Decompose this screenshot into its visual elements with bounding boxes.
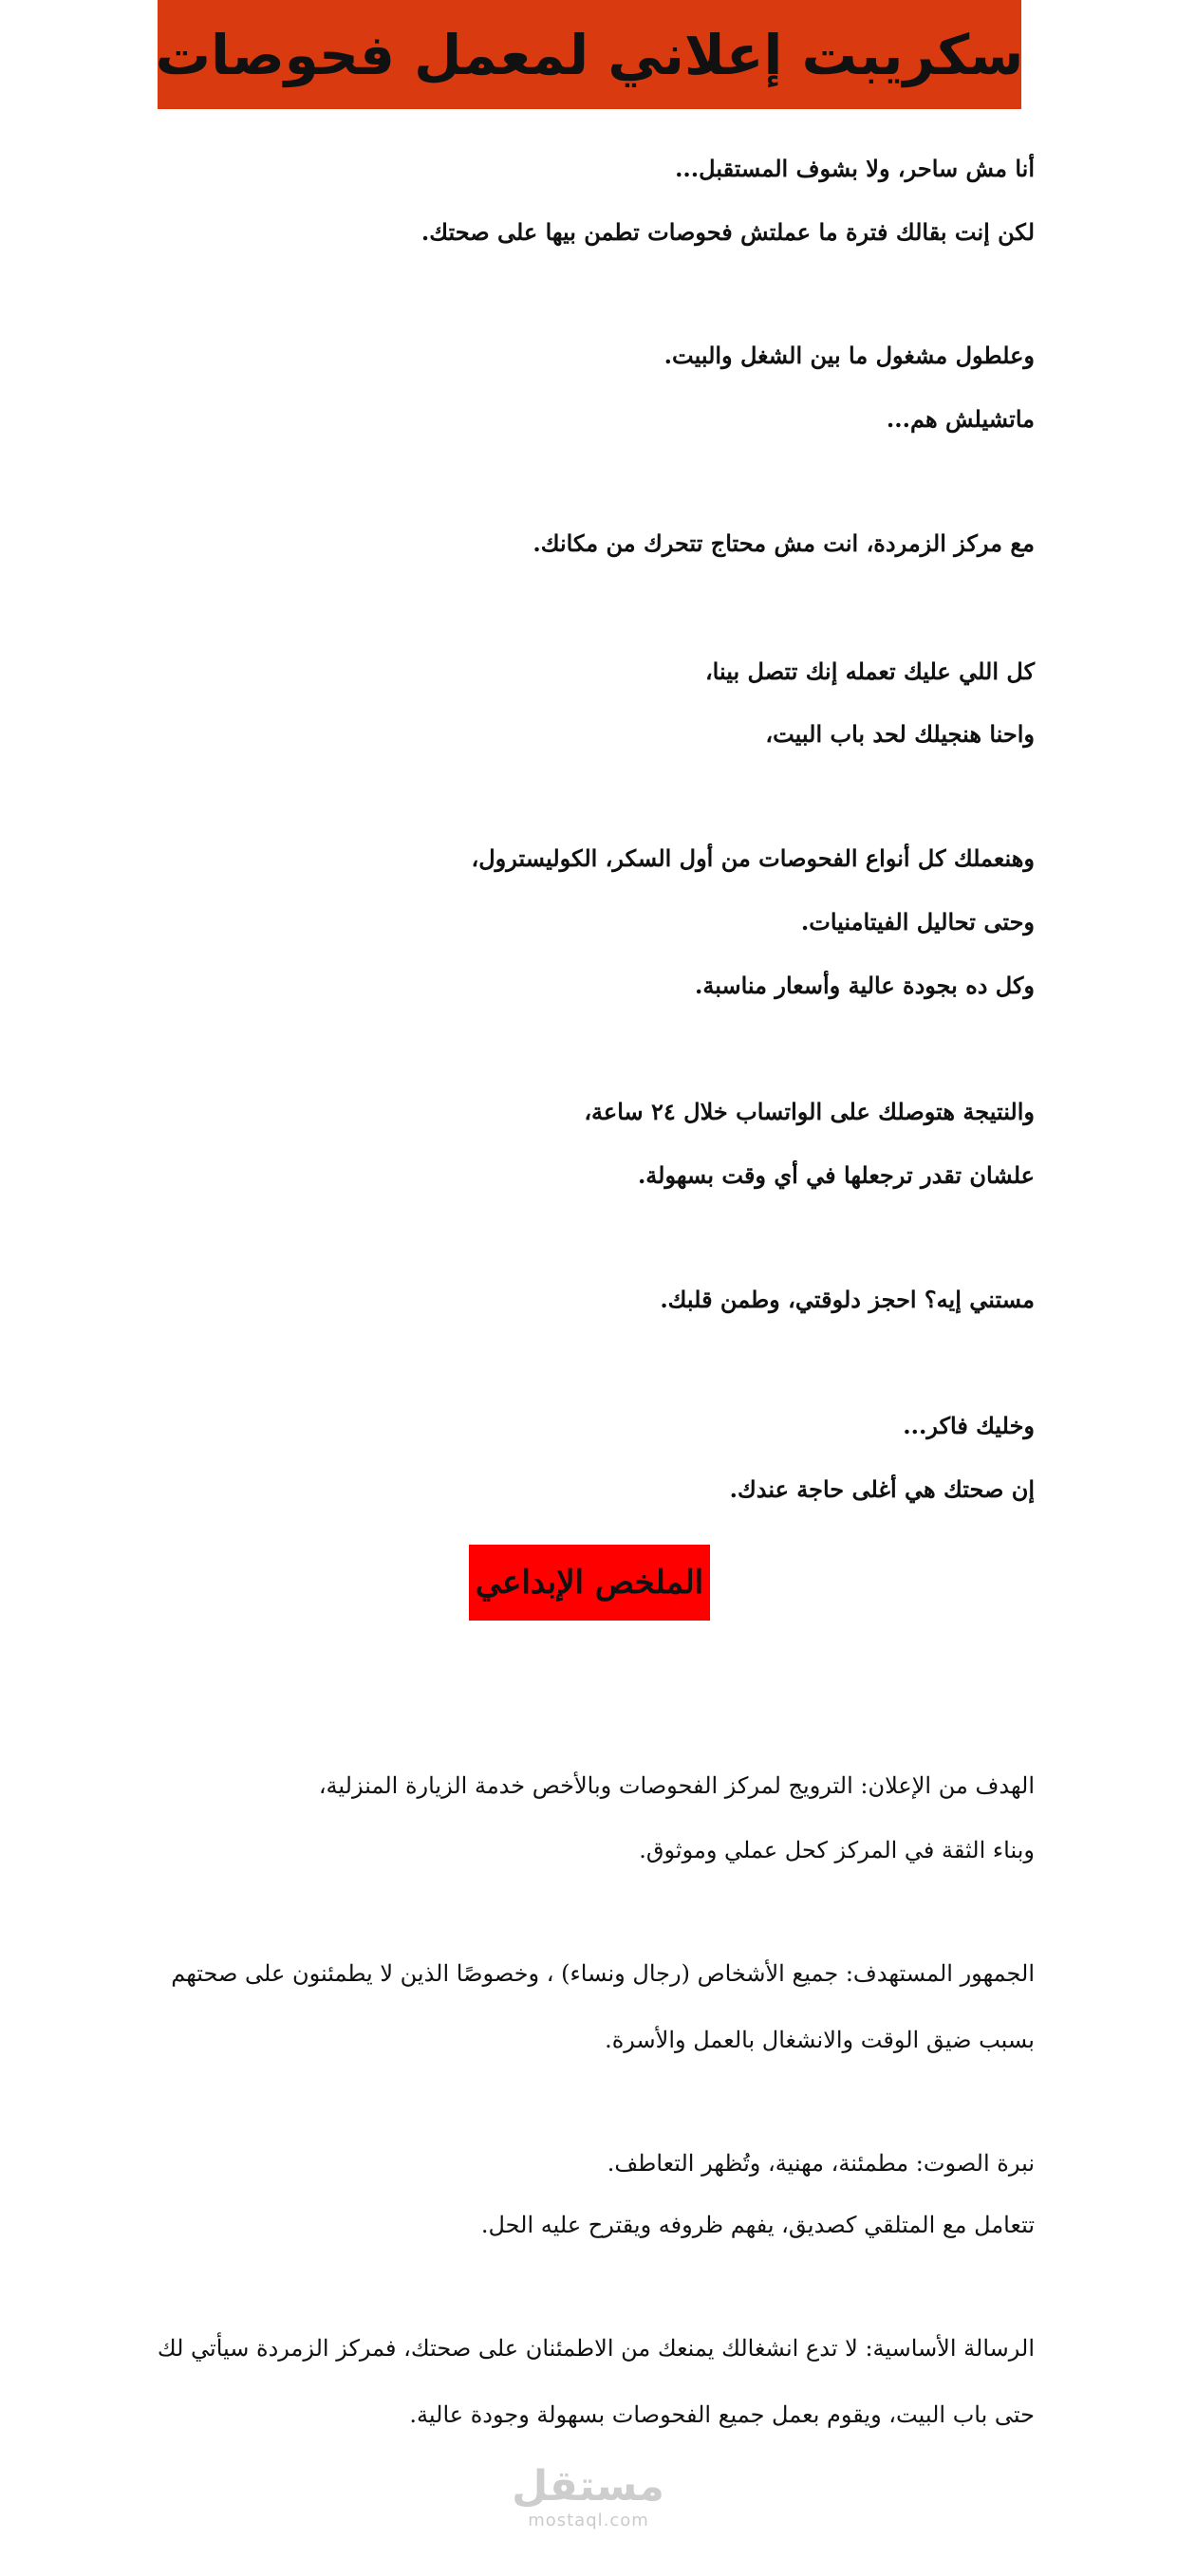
summary-line: الهدف من الإعلان: الترويج لمركز الفحوصات وبالأخص خدمة الزيارة المنزلية،	[318, 1772, 1035, 1799]
summary-line: نبرة الصوت: مطمئنة، مهنية، وتُظهر التعاطف.	[607, 2150, 1035, 2177]
script-line: وحتى تحاليل الفيتامنيات.	[800, 908, 1035, 936]
script-line: علشان تقدر ترجعلها في أي وقت بسهولة.	[637, 1161, 1035, 1189]
summary-line: وبناء الثقة في المركز كحل عملي وموثوق.	[639, 1837, 1035, 1863]
script-line: وكل ده بجودة عالية وأسعار مناسبة.	[695, 972, 1035, 999]
summary-banner	[469, 1545, 710, 1621]
watermark-brand-en: mostaql.com	[528, 2511, 649, 2530]
summary-line: تتعامل مع المتلقي كصديق، يفهم ظروفه ويقترح عليه الحل.	[480, 2212, 1035, 2238]
summary-line: حتى باب البيت، ويقوم بعمل جميع الفحوصات بسهولة وجودة عالية.	[409, 2401, 1035, 2428]
title-banner	[155, 0, 1024, 109]
script-line: وخليك فاكر...	[903, 1412, 1035, 1439]
script-line: كل اللي عليك تعمله إنك تتصل بينا،	[704, 658, 1035, 685]
summary-line: بسبب ضيق الوقت والانشغال بالعمل والأسرة.	[605, 2027, 1035, 2053]
summary-line: الجمهور المستهدف: جميع الأشخاص (رجال ونساء) ، وخصوصًا الذين لا يطمئنون على صحتهم	[171, 1960, 1035, 1987]
script-line: وعلطول مشغول ما بين الشغل والبيت.	[663, 342, 1035, 369]
script-line: إن صحتك هي أغلى حاجة عندك.	[729, 1475, 1035, 1503]
script-line: واحنا هنجيلك لحد باب البيت،	[765, 720, 1035, 748]
script-line: وهنعملك كل أنواع الفحوصات من أول السكر، الكوليسترول،	[471, 844, 1035, 872]
summary-line: الرسالة الأساسية: لا تدع انشغالك يمنعك من الاطمئنان على صحتك، فمركز الزمردة سيأتي لك	[157, 2335, 1035, 2362]
script-line: لكن إنت بقالك فترة ما عملتش فحوصات تطمن بيها على صحتك.	[420, 218, 1035, 246]
script-line: مع مركز الزمردة، انت مش محتاج تتحرك من مكانك.	[532, 529, 1035, 557]
script-line: ماتشيلش هم...	[886, 405, 1035, 433]
page-title: سكريبت إعلاني لمعمل فحوصات	[155, 22, 1024, 87]
watermark-brand-ar: مستقل	[512, 2462, 664, 2511]
script-line: مستني إيه؟ احجز دلوقتي، وطمن قلبك.	[660, 1286, 1035, 1313]
summary-heading: الملخص الإبداعي	[475, 1564, 704, 1602]
mostaql-watermark	[513, 2462, 664, 2533]
script-line: والنتيجة هتوصلك على الواتساب خلال ٢٤ ساعة،	[584, 1098, 1035, 1125]
script-line: أنا مش ساحر، ولا بشوف المستقبل...	[675, 155, 1035, 182]
